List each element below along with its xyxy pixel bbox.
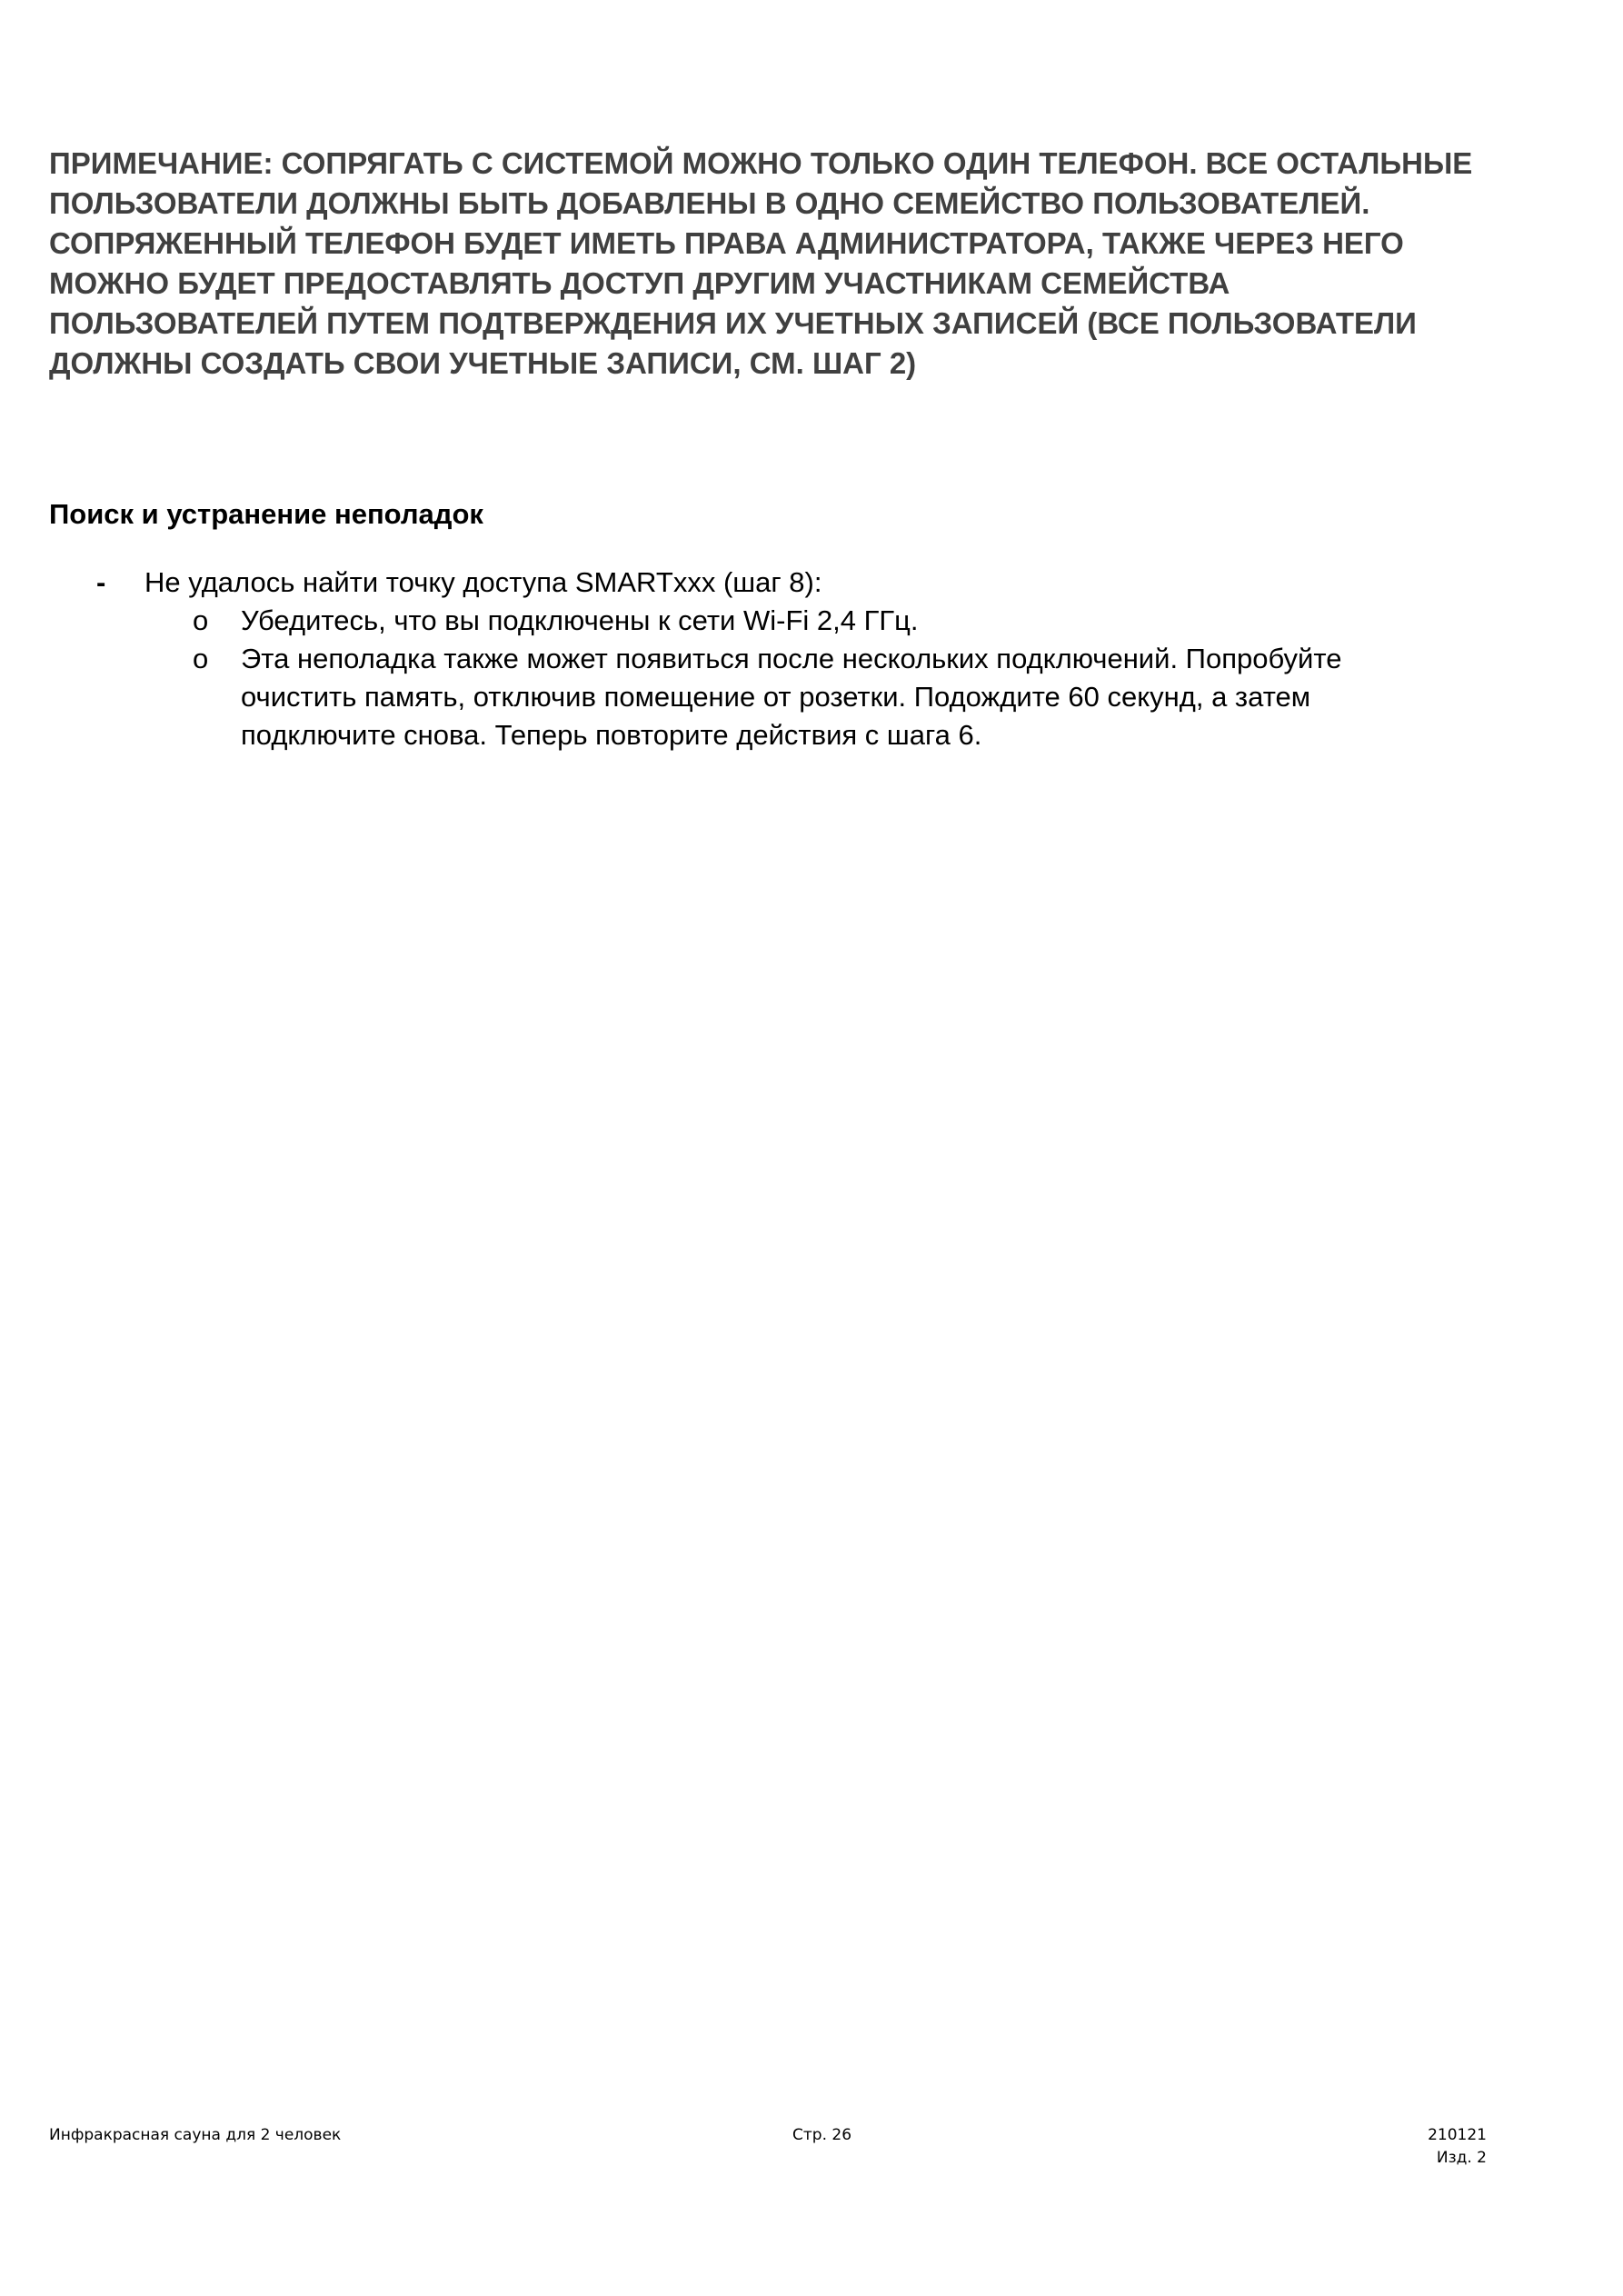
note-line: ПОЛЬЗОВАТЕЛИ ДОЛЖНЫ БЫТЬ ДОБАВЛЕНЫ В ОДНО СЕМЕЙСТВО ПОЛЬЗОВАТЕЛЕЙ. xyxy=(49,186,1370,220)
footer-product-name: Инфракрасная сауна для 2 человек xyxy=(49,2126,342,2144)
sublist-wrapper xyxy=(0,602,1623,754)
circle-bullet-icon: o xyxy=(193,604,209,636)
admin-note xyxy=(49,144,1594,384)
sublist-item xyxy=(0,602,1623,640)
note-line: ПРИМЕЧАНИЕ: СОПРЯГАТЬ С СИСТЕМОЙ МОЖНО ТОЛЬКО ОДИН ТЕЛЕФОН. ВСЕ ОСТАЛЬНЫЕ xyxy=(49,146,1473,180)
footer-page-number: Стр. 26 xyxy=(792,2126,852,2144)
footer-code: 210121 xyxy=(1428,2126,1487,2144)
sublist-item-line: Убедитесь, что вы подключены к сети Wi-Fi 2,4 ГГц. xyxy=(241,604,919,636)
sublist xyxy=(0,602,1623,754)
sublist-item-line: Эта неполадка также может появиться после нескольких подключений. Попробуйте xyxy=(241,643,1342,674)
sublist-item-line: подключите снова. Теперь повторите действия с шага 6. xyxy=(241,719,982,751)
footer-edition: Изд. 2 xyxy=(1436,2149,1487,2167)
note-line: ДОЛЖНЫ СОЗДАТЬ СВОИ УЧЕТНЫЕ ЗАПИСИ, СМ. ШАГ 2) xyxy=(49,346,917,380)
sublist-item-line: очистить память, отключив помещение от розетки. Подождите 60 секунд, а затем xyxy=(241,681,1311,713)
note-line: МОЖНО БУДЕТ ПРЕДОСТАВЛЯТЬ ДОСТУП ДРУГИМ УЧАСТНИКАМ СЕМЕЙСТВА xyxy=(49,266,1230,300)
troubleshooting-list xyxy=(0,564,1623,754)
sublist-item xyxy=(0,640,1623,754)
dash-bullet-icon: - xyxy=(96,566,106,598)
list-item xyxy=(0,564,1623,602)
note-line: ПОЛЬЗОВАТЕЛЕЙ ПУТЕМ ПОДТВЕРЖДЕНИЯ ИХ УЧЕТНЫХ ЗАПИСЕЙ (ВСЕ ПОЛЬЗОВАТЕЛИ xyxy=(49,306,1417,340)
troubleshooting-heading: Поиск и устранение неполадок xyxy=(49,498,483,530)
circle-bullet-icon: o xyxy=(193,643,209,674)
list-item-text: Не удалось найти точку доступа SMARTxxx (шаг 8): xyxy=(144,566,822,598)
note-line: СОПРЯЖЕННЫЙ ТЕЛЕФОН БУДЕТ ИМЕТЬ ПРАВА АДМИНИСТРАТОРА, ТАКЖЕ ЧЕРЕЗ НЕГО xyxy=(49,226,1404,260)
footer-revision xyxy=(1428,2124,1487,2170)
